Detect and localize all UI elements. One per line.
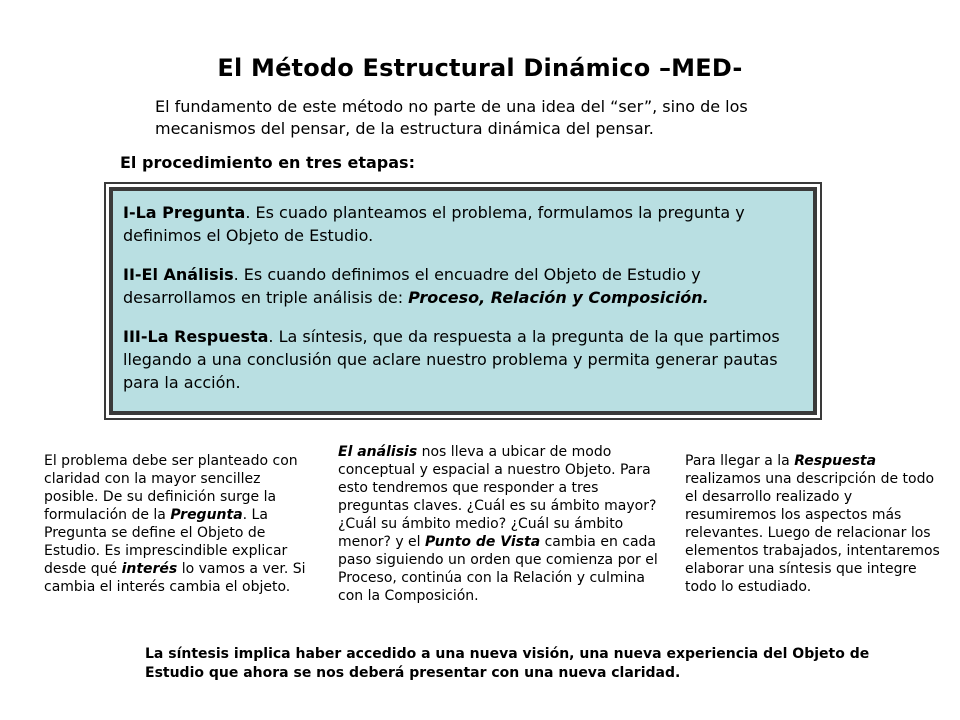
stage-analysis-emphasis: Proceso, Relación y Composición.: [408, 288, 709, 307]
stage-answer: [123, 325, 803, 394]
intro-paragraph: El fundamento de este método no parte de una idea del “ser”, sino de los mecanismos del pensar, de la estructura dinámica del pensar.: [155, 97, 748, 138]
stage-analysis: [123, 263, 803, 309]
question-explanation-text-2: . La Pregunta se define el Objeto de Estudio. Es imprescindible explicar desde qué: [44, 507, 288, 577]
analysis-explanation-em-1: El análisis: [338, 444, 418, 460]
question-explanation-em-1: Pregunta: [170, 507, 243, 523]
question-explanation-text-3: lo vamos a ver. Si cambia el interés cambia el objeto.: [44, 561, 306, 595]
stage-analysis-heading: II-El Análisis: [123, 265, 234, 284]
answer-explanation-text-2: realizamos una descripción de todo el desarrollo realizado y resumiremos los aspectos más relevantes. Luego de relacionar los elementos trabajados, intentaremos elaborar una síntesis que integre todo lo estudiado.: [685, 471, 940, 595]
stage-answer-heading: III-La Respuesta: [123, 327, 269, 346]
stages-box-inner: [109, 187, 817, 415]
stage-question-heading: I-La Pregunta: [123, 203, 246, 222]
answer-explanation-em-1: Respuesta: [794, 453, 877, 469]
stage-answer-text: . La síntesis, que da respuesta a la pregunta de la que partimos llegando a una conclusión que aclare nuestro problema y permita generar pautas para la acción.: [123, 327, 780, 392]
question-explanation-em-2: interés: [121, 561, 178, 577]
procedure-heading: El procedimiento en tres etapas:: [120, 153, 415, 172]
question-explanation: [44, 452, 312, 596]
analysis-explanation: [338, 443, 666, 605]
stage-question: [123, 201, 803, 247]
stages-box: [104, 182, 822, 420]
answer-explanation-text-1: Para llegar a la: [685, 453, 795, 469]
question-explanation-text-1: El problema debe ser planteado con claridad con la mayor sencillez posible. De su definición surge la formulación de la: [44, 453, 298, 523]
answer-explanation: [685, 452, 943, 596]
analysis-explanation-text-1: nos lleva a ubicar de modo conceptual y espacial a nuestro Objeto. Para esto tendremos que responder a tres preguntas claves. ¿Cuál es su ámbito mayor? ¿Cuál su ámbito medio? ¿Cuál su ámbito menor? y el: [338, 444, 657, 550]
page-title: El Método Estructural Dinámico –MED-: [217, 54, 743, 82]
analysis-explanation-em-2: Punto de Vista: [425, 534, 541, 550]
stage-question-text: . Es cuado planteamos el problema, formulamos la pregunta y definimos el Objeto de Estudio.: [123, 203, 745, 245]
closing-statement: La síntesis implica haber accedido a una nueva visión, una nueva experiencia del Objeto de Estudio que ahora se nos deberá presentar con una nueva claridad.: [145, 646, 870, 681]
stage-analysis-text: . Es cuando definimos el encuadre del Objeto de Estudio y desarrollamos en triple análisis de:: [123, 265, 701, 307]
analysis-explanation-text-2: cambia en cada paso siguiendo un orden que comienza por el Proceso, continúa con la Relación y culmina con la Composición.: [338, 534, 658, 604]
